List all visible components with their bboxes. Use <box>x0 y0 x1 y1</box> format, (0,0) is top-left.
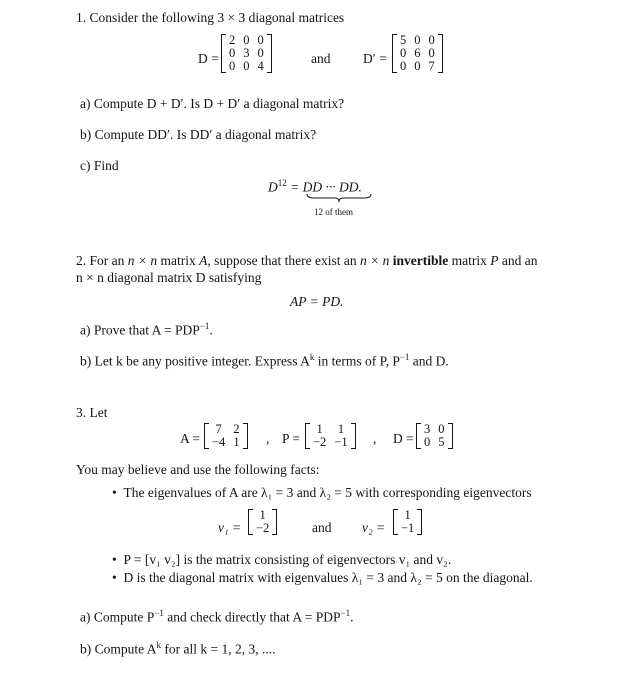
p2-invertible: invertible <box>389 253 449 268</box>
p2-text: , suppose that there exist an <box>207 253 360 268</box>
problem-2b <box>80 352 449 370</box>
p3a-text: a) Compute P <box>80 609 155 625</box>
matrix-D-prime-cell: 5 <box>400 33 407 47</box>
p2-P: P <box>490 253 499 268</box>
matrix-P-cell: 1 <box>316 422 323 436</box>
p3b-exp: k <box>156 640 161 650</box>
p2b-end: and D. <box>409 353 449 369</box>
p2-text: and an <box>498 253 538 268</box>
p2b-exp: k <box>309 352 315 362</box>
p2a-text: a) Prove that A = PDP <box>80 322 200 338</box>
p2-A: A <box>199 253 208 268</box>
problem-1a: a) Compute D + D′. Is D + D′ a diagonal matrix? <box>80 96 345 111</box>
p2a-end: . <box>209 322 213 338</box>
matrix-A <box>204 423 248 449</box>
bullet-dot: • <box>112 570 124 585</box>
p3a-exp: −1 <box>340 608 351 618</box>
p3b-text: b) Compute A <box>80 641 157 657</box>
bullet-2 <box>112 552 451 568</box>
bullet-3 <box>112 570 533 586</box>
matrix-D-prime-cell: 0 <box>414 59 421 73</box>
matrix-D-prime-label: D′ = <box>363 51 387 66</box>
matrix-D2-cell: 3 <box>424 422 431 436</box>
formula-exp: 12 <box>277 178 287 188</box>
formula-rhs: = DD ··· DD. <box>286 179 362 195</box>
matrix-D-prime <box>392 34 443 73</box>
matrix-A-cell: 2 <box>233 422 240 436</box>
problem-2a <box>80 321 213 339</box>
p3b-text: for all k = 1, 2, 3, .... <box>161 641 276 657</box>
matrix-D-label: D = <box>198 51 219 66</box>
p3a-exp: −1 <box>154 608 164 618</box>
matrix-D-prime-cell: 0 <box>400 59 407 73</box>
matrix-D-prime-cell: 6 <box>414 46 421 60</box>
brace-note: 12 of them <box>314 207 353 217</box>
problem-1c: c) Find <box>80 158 119 173</box>
problem-3-heading: 3. Let <box>76 405 108 420</box>
problem-3a <box>80 608 354 626</box>
matrix-D2 <box>416 423 453 449</box>
believe-text: You may believe and use the following facts: <box>76 462 320 477</box>
p2-nxn: n × n <box>127 253 158 268</box>
matrix-D-cell: 2 <box>229 33 236 47</box>
p2b-text: in terms of P, P <box>314 353 400 369</box>
comma: , <box>266 431 270 446</box>
matrix-D-cell: 0 <box>257 33 264 47</box>
bullet-1 <box>112 485 532 501</box>
matrix-D-cell: 3 <box>243 46 250 60</box>
matrix-A-cell: −4 <box>212 435 226 449</box>
matrix-D-prime-cell: 0 <box>400 46 407 60</box>
matrix-A-cell: 7 <box>215 422 222 436</box>
matrix-A-label: A = <box>180 431 200 446</box>
vector-v2-cell: −1 <box>401 521 415 535</box>
matrix-D-cell: 4 <box>257 59 264 73</box>
p2-text: matrix <box>157 253 200 268</box>
and-text: and <box>312 520 332 535</box>
p2b-text: b) Let k be any positive integer. Express A <box>80 353 310 369</box>
problem-2-line2: n × n diagonal matrix D satisfying <box>76 270 262 285</box>
matrix-D2-cell: 5 <box>438 435 445 449</box>
p2-text: matrix <box>448 253 491 268</box>
vector-v1-cell: −2 <box>256 521 270 535</box>
matrix-D-prime-cell: 0 <box>428 46 435 60</box>
p2b-exp: −1 <box>399 352 410 362</box>
vector-v2 <box>393 509 422 535</box>
problem-2-line1 <box>76 253 537 269</box>
matrix-P <box>305 423 356 449</box>
bullet-2-text: P = [v₁ v₂] is the matrix consisting of eigenvectors v₁ and v₂. <box>123 552 452 567</box>
matrix-D-prime-cell: 0 <box>428 33 435 47</box>
p2-nxn: n × n <box>359 253 390 268</box>
problem-1-heading: 1. Consider the following 3 × 3 diagonal matrices <box>76 10 345 25</box>
matrix-A-cell: 1 <box>233 435 240 449</box>
problem-2-equation: AP = PD. <box>290 294 344 309</box>
matrix-D <box>221 34 272 73</box>
comma: , <box>373 431 377 446</box>
matrix-D-prime-cell: 0 <box>414 33 421 47</box>
v1-label: v₁ = <box>218 520 242 535</box>
problem-3b <box>80 640 275 658</box>
problem-1b: b) Compute DD′. Is DD′ a diagonal matrix? <box>80 127 317 142</box>
matrix-D-prime-cell: 7 <box>428 59 435 73</box>
matrix-D-cell: 0 <box>257 46 264 60</box>
formula-lhs: D <box>268 179 278 195</box>
matrix-D-cell: 0 <box>243 33 250 47</box>
underbrace <box>306 193 372 203</box>
p3a-end: . <box>350 609 354 625</box>
matrix-D-cell: 0 <box>229 59 236 73</box>
p2-text: 2. For an <box>76 253 128 268</box>
and-text: and <box>311 51 331 66</box>
matrix-P-label: P = <box>282 431 300 446</box>
bullet-dot: • <box>112 485 124 500</box>
bullet-1-text: The eigenvalues of A are λ₁ = 3 and λ₂ = 5 with corresponding eigenvectors <box>123 485 532 500</box>
matrix-P-cell: −1 <box>334 435 348 449</box>
vector-v2-cell: 1 <box>404 508 411 522</box>
bullet-3-text: D is the diagonal matrix with eigenvalues λ₁ = 3 and λ₂ = 5 on the diagonal. <box>123 570 533 585</box>
vector-v1 <box>248 509 277 535</box>
v2-label: v₂ = <box>362 520 386 535</box>
matrix-D2-cell: 0 <box>424 435 431 449</box>
bullet-dot: • <box>112 552 124 567</box>
matrix-D2-cell: 0 <box>438 422 445 436</box>
matrix-D2-label: D = <box>393 431 414 446</box>
p2a-exp: −1 <box>199 321 210 331</box>
matrix-P-cell: 1 <box>337 422 345 436</box>
p3a-text: and check directly that A = PDP <box>163 609 341 625</box>
matrix-D-cell: 0 <box>243 59 250 73</box>
matrix-P-cell: −2 <box>313 435 327 449</box>
vector-v1-cell: 1 <box>259 508 266 522</box>
matrix-D-cell: 0 <box>229 46 236 60</box>
